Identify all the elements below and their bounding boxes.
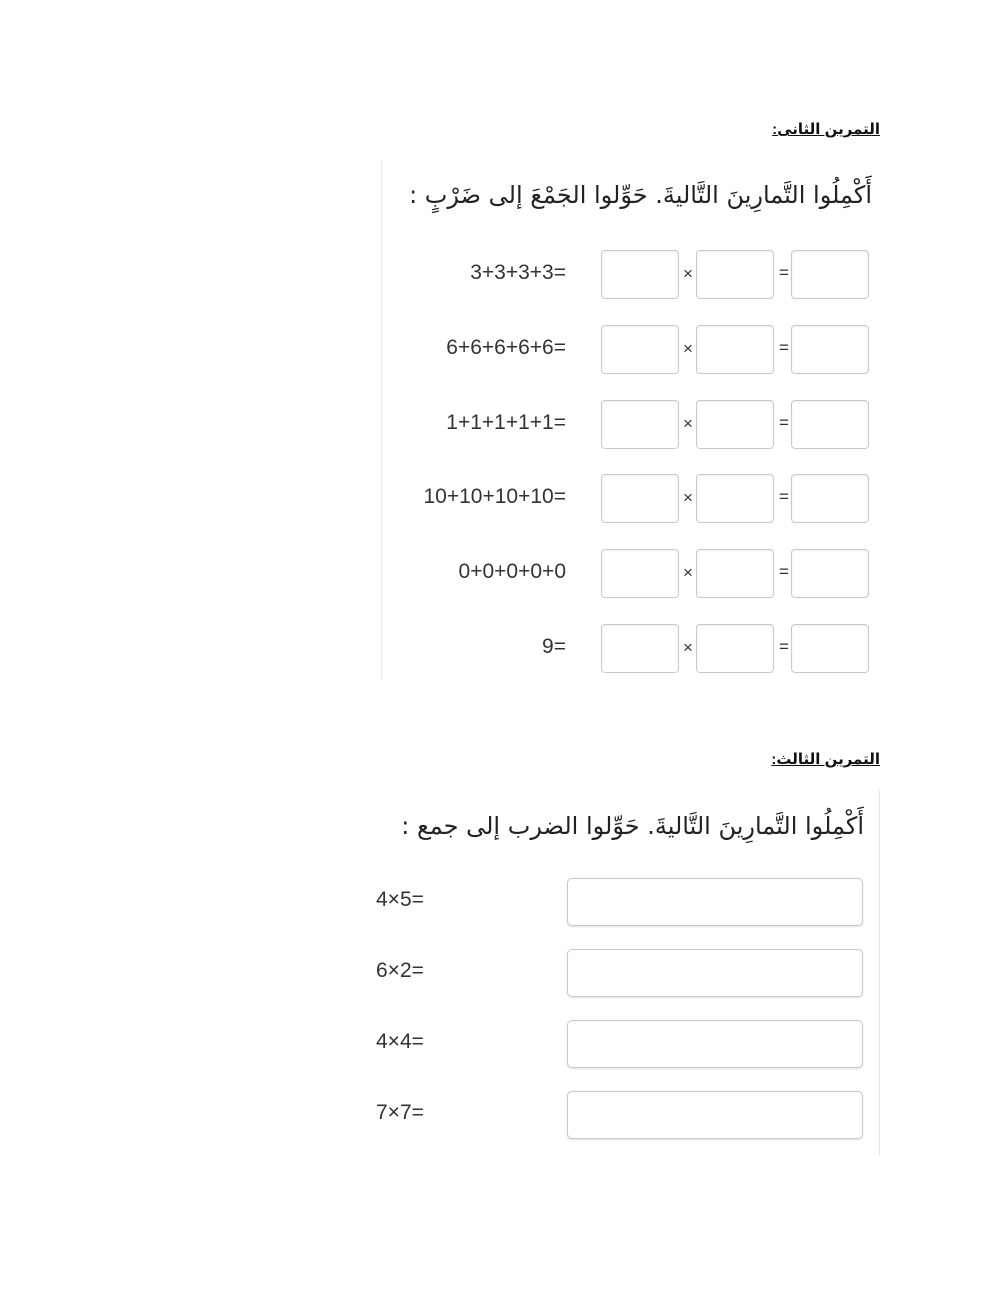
exercise2-row6-expression: 9= bbox=[542, 635, 566, 658]
exercise2-row5-equals-sign: = bbox=[779, 562, 789, 581]
exercise2-row5-result-input[interactable] bbox=[791, 549, 869, 598]
exercise2-row5-times-sign: × bbox=[683, 563, 693, 582]
exercise2-row2-equals-sign: = bbox=[779, 338, 789, 357]
exercise2-row1-factor2-input[interactable] bbox=[696, 250, 774, 299]
exercise2-row2-factor2-input[interactable] bbox=[696, 325, 774, 374]
exercise2-row2-result-input[interactable] bbox=[791, 325, 869, 374]
exercise3-row1-expression: 4×5= bbox=[376, 888, 424, 911]
exercise2-row4-result-input[interactable] bbox=[791, 474, 869, 523]
exercise2-row5-expression: 0+0+0+0+0 bbox=[458, 560, 566, 583]
exercise2-row1-result-input[interactable] bbox=[791, 250, 869, 299]
exercise2-row6-equals-sign: = bbox=[779, 637, 789, 656]
exercise2-row3-expression: 1+1+1+1+1= bbox=[446, 411, 566, 434]
exercise2-row3-times-sign: × bbox=[683, 414, 693, 433]
exercise2-row2-factor1-input[interactable] bbox=[601, 325, 679, 374]
exercise2-row6-factor2-input[interactable] bbox=[696, 624, 774, 673]
exercise2-row3-equals-sign: = bbox=[779, 413, 789, 432]
exercise2-row4-equals-sign: = bbox=[779, 487, 789, 506]
exercise3-row2-expression: 6×2= bbox=[376, 959, 424, 982]
exercise2-row6-factor1-input[interactable] bbox=[601, 624, 679, 673]
exercise3-row3-answer-input[interactable] bbox=[567, 1020, 863, 1068]
exercise2-row1-times-sign: × bbox=[683, 264, 693, 283]
exercise2-row4-expression: 10+10+10+10= bbox=[423, 485, 566, 508]
exercise2-row2-times-sign: × bbox=[683, 339, 693, 358]
exercise2-row2-expression: 6+6+6+6+6= bbox=[446, 336, 566, 359]
exercise2-row1-factor1-input[interactable] bbox=[601, 250, 679, 299]
exercise3-row4-answer-input[interactable] bbox=[567, 1091, 863, 1139]
exercise2-heading: التمرين الثانى: bbox=[772, 121, 880, 138]
exercise2-row5-factor1-input[interactable] bbox=[601, 549, 679, 598]
exercise2-row4-times-sign: × bbox=[683, 488, 693, 507]
exercise3-row4-expression: 7×7= bbox=[376, 1101, 424, 1124]
exercise3-row1-answer-input[interactable] bbox=[567, 878, 863, 926]
exercise2-row3-result-input[interactable] bbox=[791, 400, 869, 449]
exercise3-heading: التمرين الثالث: bbox=[771, 751, 880, 768]
exercise2-row1-expression: 3+3+3+3= bbox=[470, 261, 566, 284]
exercise2-row4-factor2-input[interactable] bbox=[696, 474, 774, 523]
exercise2-row4-factor1-input[interactable] bbox=[601, 474, 679, 523]
exercise3-row3-expression: 4×4= bbox=[376, 1030, 424, 1053]
exercise2-instruction: أَكْمِلُوا التَّمارِينَ التَّاليةَ. حَوِّلوا الجَمْعَ إلى ضَرْبٍ : bbox=[409, 181, 872, 209]
exercise2-row3-factor1-input[interactable] bbox=[601, 400, 679, 449]
exercise2-row6-times-sign: × bbox=[683, 638, 693, 657]
exercise2-row1-equals-sign: = bbox=[779, 263, 789, 282]
exercise2-row3-factor2-input[interactable] bbox=[696, 400, 774, 449]
exercise2-row6-result-input[interactable] bbox=[791, 624, 869, 673]
exercise2-row5-factor2-input[interactable] bbox=[696, 549, 774, 598]
exercise3-instruction: أَكْمِلُوا التَّمارِينَ التَّاليةَ. حَوِّلوا الضرب إلى جمع : bbox=[401, 812, 864, 840]
exercise3-row2-answer-input[interactable] bbox=[567, 949, 863, 997]
